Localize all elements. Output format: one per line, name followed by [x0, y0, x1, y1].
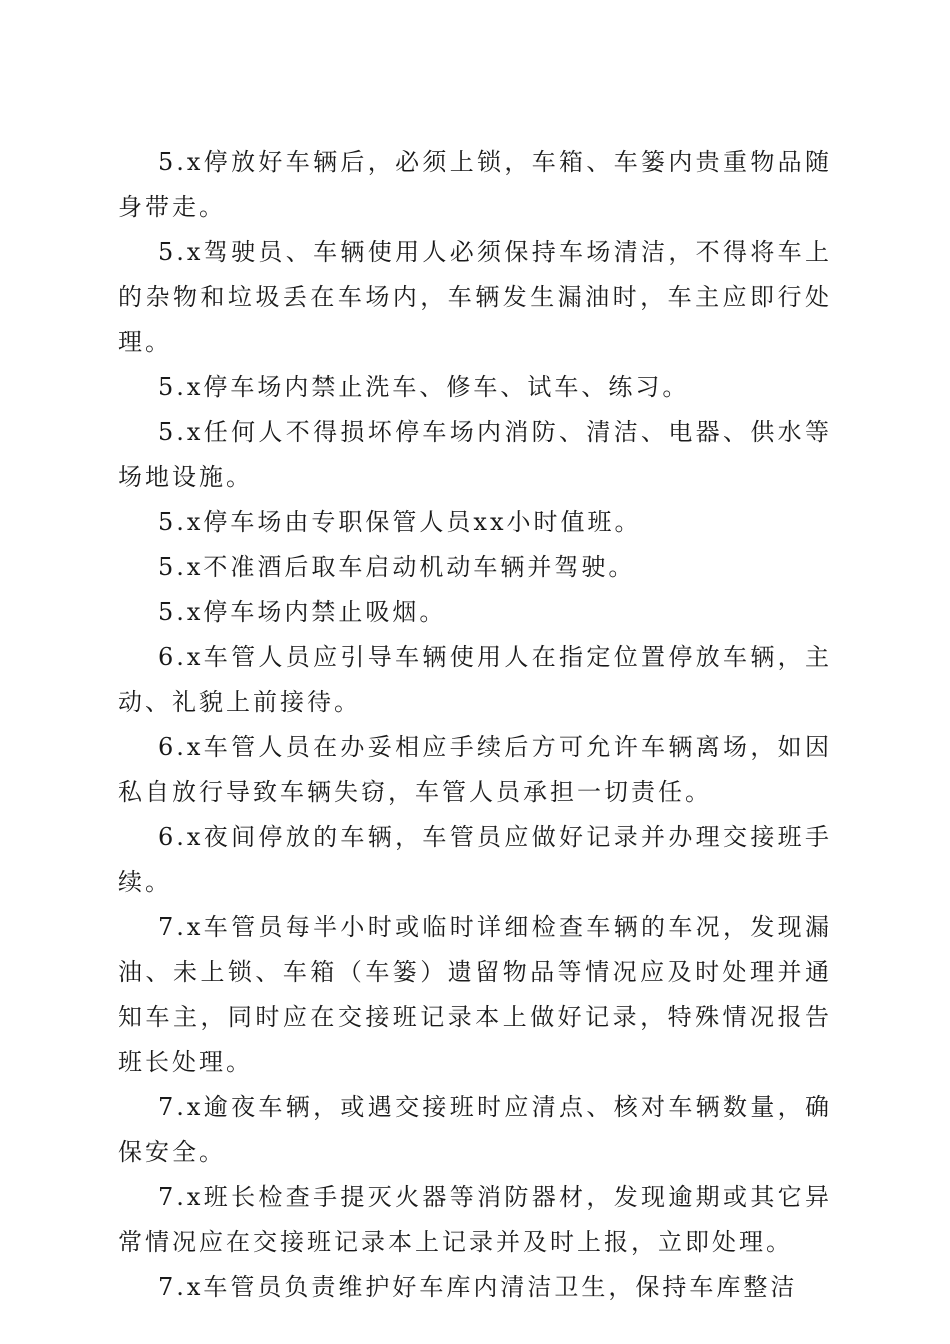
paragraph-6: 5.x不准酒后取车启动机动车辆并驾驶。: [158, 553, 636, 581]
paragraph-10: 6.x夜间停放的车辆，车管员应做好记录并办理交接班手续。: [118, 823, 832, 896]
paragraph-3: 5.x停车场内禁止洗车、修车、试车、练习。: [158, 373, 690, 401]
paragraph-5: 5.x停车场由专职保管人员xx小时值班。: [158, 508, 642, 536]
paragraph-12: 7.x逾夜车辆，或遇交接班时应清点、核对车辆数量，确保安全。: [118, 1093, 832, 1166]
document-body: [118, 140, 832, 1310]
paragraph-7: 5.x停车场内禁止吸烟。: [158, 598, 447, 626]
paragraph-9: 6.x车管人员在办妥相应手续后方可允许车辆离场，如因私自放行导致车辆失窃，车管人员承担一切责任。: [118, 733, 832, 806]
paragraph-2: 5.x驾驶员、车辆使用人必须保持车场清洁，不得将车上的杂物和垃圾丢在车场内，车辆发生漏油时，车主应即行处理。: [118, 238, 832, 356]
paragraph-8: 6.x车管人员应引导车辆使用人在指定位置停放车辆，主动、礼貌上前接待。: [118, 643, 832, 716]
paragraph-14: 7.x车管员负责维护好车库内清洁卫生，保持车库整洁: [158, 1273, 798, 1301]
paragraph-1: 5.x停放好车辆后，必须上锁，车箱、车篓内贵重物品随身带走。: [118, 148, 832, 221]
paragraph-11: 7.x车管员每半小时或临时详细检查车辆的车况，发现漏油、未上锁、车箱（车篓）遗留物品等情况应及时处理并通知车主，同时应在交接班记录本上做好记录，特殊情况报告班长处理。: [118, 913, 832, 1076]
paragraph-4: 5.x任何人不得损坏停车场内消防、清洁、电器、供水等场地设施。: [118, 418, 832, 491]
paragraph-13: 7.x班长检查手提灭火器等消防器材，发现逾期或其它异常情况应在交接班记录本上记录并及时上报，立即处理。: [118, 1183, 832, 1256]
